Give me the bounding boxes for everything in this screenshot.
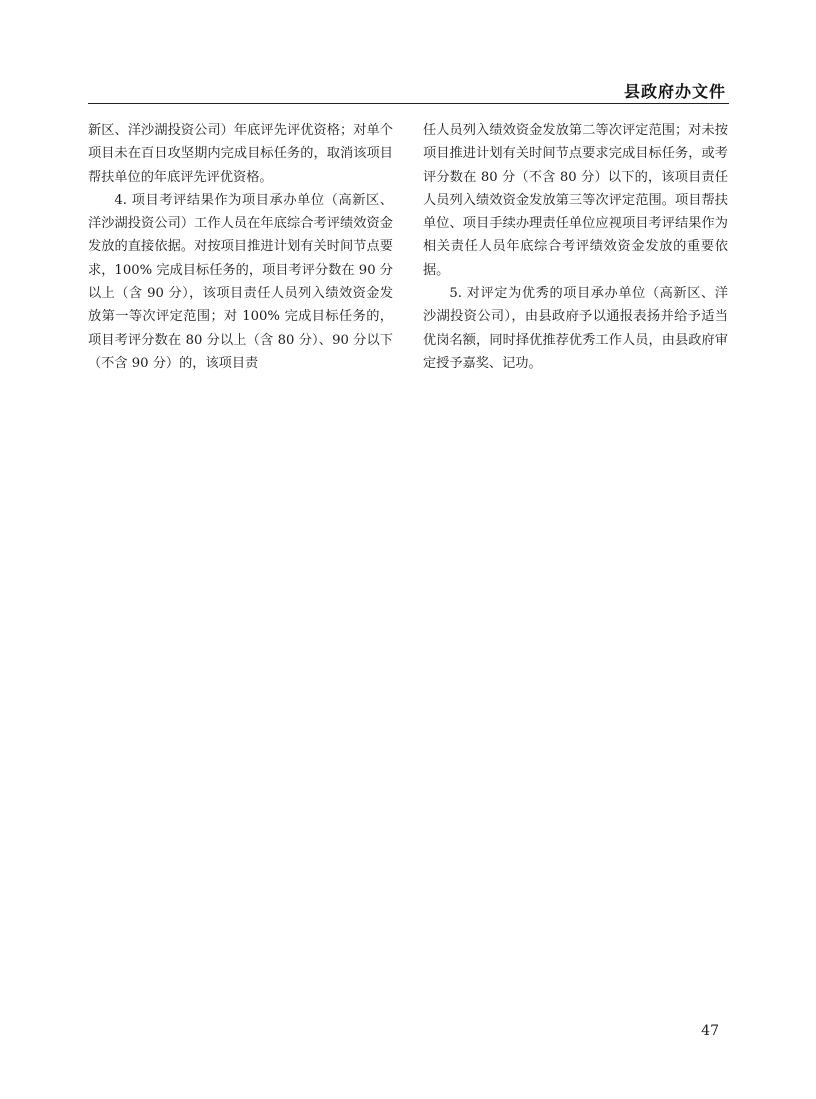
paragraph: 4. 项目考评结果作为项目承办单位（高新区、洋沙湖投资公司）工作人员在年底综合考评绩效资金发放的直接依据。对按项目推进计划有关时间节点要求，100% 完成目标任务的，项目考评分数在 90 分以上（含 90 分），该项目责任人员列入绩效资金发放第一等次评定范围；对 100% 完成目标任务的，项目考评分数在 80 分以上（含 80 分）、90 分以下（不含 90 分）的，该项目责 [88, 192, 393, 371]
paragraph: 任人员列入绩效资金发放第二等次评定范围；对未按项目推进计划有关时间节点要求完成目标任务，或考评分数在 80 分（不含 80 分）以下的，该项目责任人员列入绩效资金发放第三等次评定范围。项目帮扶单位、项目手续办理责任单位应视项目考评结果作为相关责任人员年底综合考评绩效资金发放的重要依据。 [423, 123, 728, 278]
paragraph: 新区、洋沙湖投资公司）年底评先评优资格；对单个项目未在百日攻坚期内完成目标任务的，取消该项目帮扶单位的年底评先评优资格。 [88, 123, 393, 185]
left-column [88, 119, 393, 375]
page-number: 47 [701, 1023, 719, 1039]
header-divider [88, 103, 729, 104]
paragraph: 5. 对评定为优秀的项目承办单位（高新区、洋沙湖投资公司），由县政府予以通报表扬并给予适当优岗名额，同时择优推荐优秀工作人员，由县政府审定授予嘉奖、记功。 [423, 286, 728, 371]
document-category-title: 县政府办文件 [623, 82, 726, 101]
right-column [423, 119, 728, 375]
